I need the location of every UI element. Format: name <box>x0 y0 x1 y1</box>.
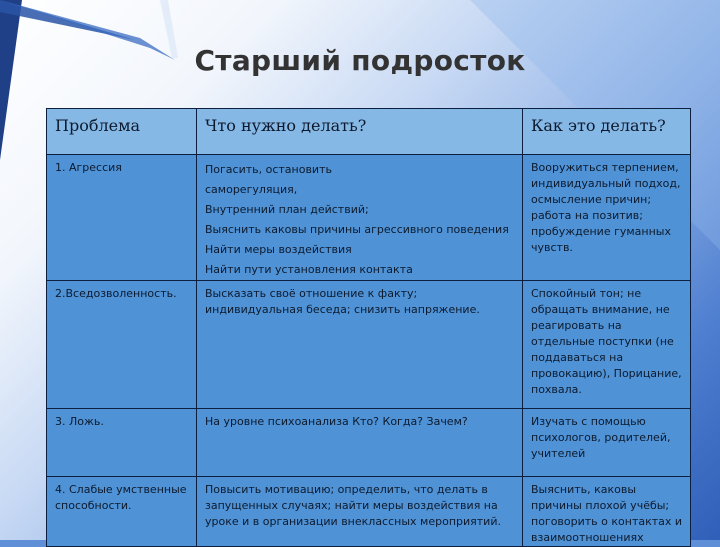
problem-cell: 4. Слабые умственные способности. <box>47 477 197 547</box>
problems-table <box>46 108 691 547</box>
how-cell: Выяснить, каковы причины плохой учёбы; поговорить о контактах и взаимоотношениях <box>523 477 691 547</box>
slide-title: Старший подросток <box>194 44 526 77</box>
table-row <box>47 409 691 477</box>
table-row <box>47 281 691 409</box>
what-line: Найти пути установления контакта <box>205 263 413 276</box>
table-row <box>47 155 691 281</box>
what-line: Выяснить каковы причины агрессивного поведения <box>205 223 509 236</box>
problem-cell: 2.Вседозволенность. <box>47 281 197 409</box>
how-cell: Изучать с помощью психологов, родителей, учителей <box>523 409 691 477</box>
header-how: Как это делать? <box>523 109 691 155</box>
header-problem: Проблема <box>47 109 197 155</box>
what-line: Внутренний план действий; <box>205 203 369 216</box>
what-cell: На уровне психоанализа Кто? Когда? Зачем? <box>197 409 523 477</box>
how-cell: Спокойный тон; не обращать внимание, не реагировать на отдельные поступки (не поддаваться на провокацию), Порицание, похвала. <box>523 281 691 409</box>
header-what: Что нужно делать? <box>197 109 523 155</box>
problem-cell: 1. Агрессия <box>47 155 197 281</box>
problem-cell: 3. Ложь. <box>47 409 197 477</box>
what-cell: Повысить мотивацию; определить, что делать в запущенных случаях; найти меры воздействия на уроке и в организации внеклассных мероприятий. <box>197 477 523 547</box>
what-cell <box>197 155 523 281</box>
what-line: Найти меры воздействия <box>205 243 352 256</box>
table-row <box>47 477 691 547</box>
what-line: Погасить, остановить <box>205 163 332 176</box>
what-line: саморегуляция, <box>205 183 298 196</box>
table-header-row <box>47 109 691 155</box>
how-cell: Вооружиться терпением, индивидуальный подход, осмысление причин; работа на позитив; пробуждение гуманных чувств. <box>523 155 691 281</box>
what-cell: Высказать своё отношение к факту; индивидуальная беседа; снизить напряжение. <box>197 281 523 409</box>
